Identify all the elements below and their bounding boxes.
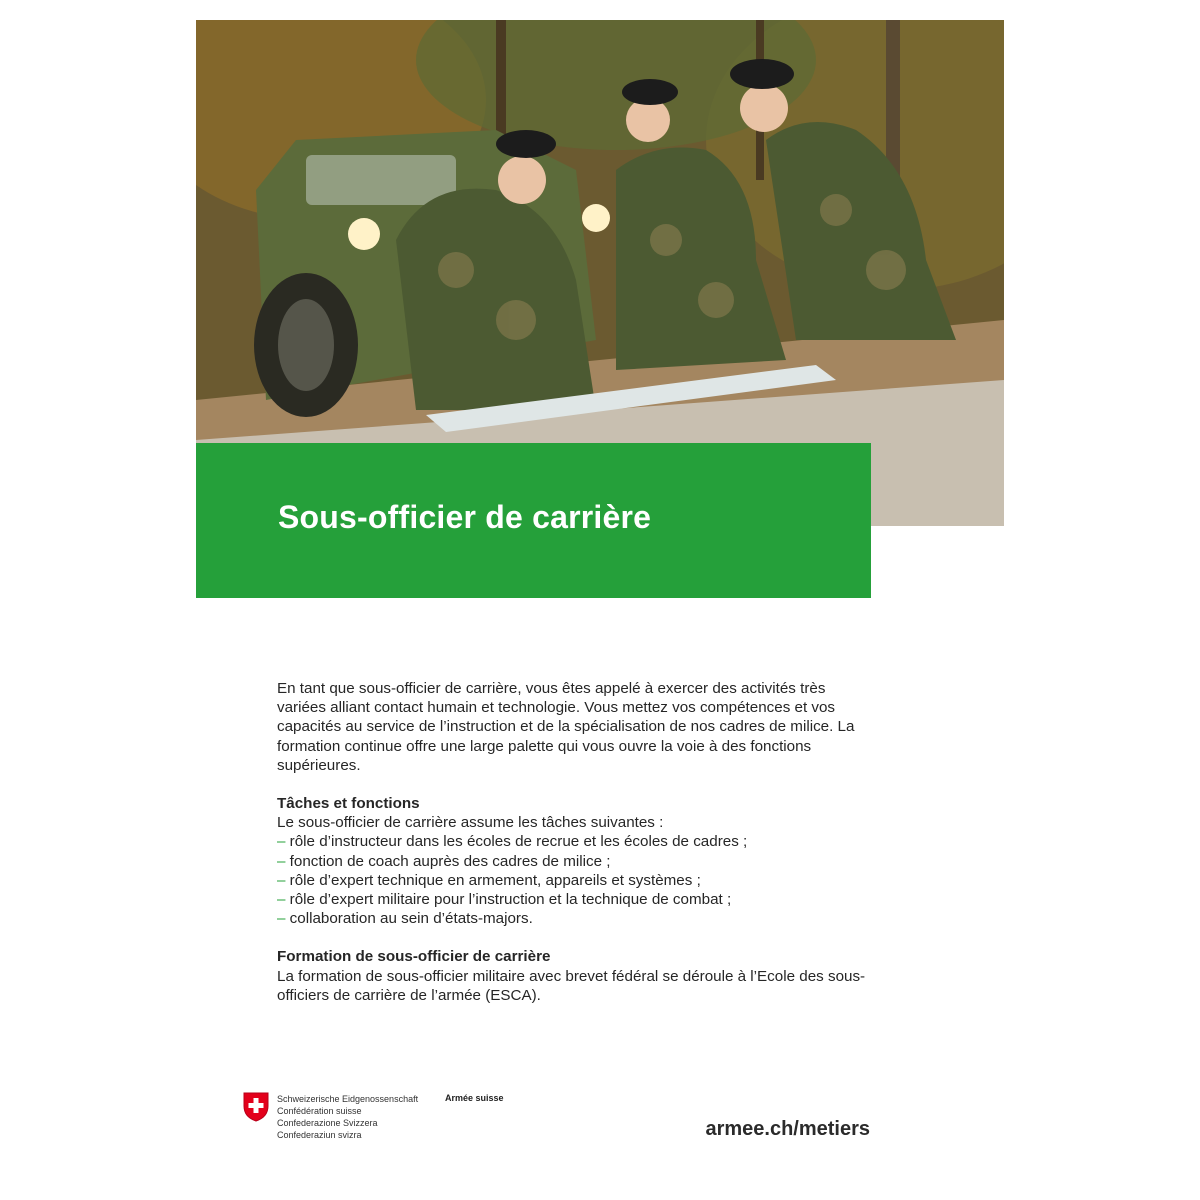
federation-names <box>277 1093 418 1141</box>
federation-name-de: Schweizerische Eidgenossenschaft <box>277 1094 419 1104</box>
federation-name-fr: Confédération suisse <box>277 1106 362 1116</box>
tasks-heading: Tâches et fonctions <box>277 795 420 813</box>
federation-name-rm: Confederaziun svizra <box>277 1130 362 1140</box>
list-item: – rôle d’instructeur dans les écoles de recrue et les écoles de cadres ; <box>277 833 748 851</box>
tasks-list <box>277 832 877 928</box>
website-url: armee.ch/metiers <box>705 1118 870 1140</box>
training-paragraph: La formation de sous-officier militaire avec brevet fédéral se déroule à l’Ecole des sous-officiers de carrière de l’armée (ESCA). <box>277 967 866 1004</box>
federation-name-it: Confederazione Svizzera <box>277 1118 378 1128</box>
intro-paragraph: En tant que sous-officier de carrière, vous êtes appelé à exercer des activités très variées alliant contact humain et technologie. Vous mettez vos compétences et vos capacités au service de l’instruction et de la spécialisation de nos cadres de milice. La formation continue offre une large palette qui vous ouvre la voie à des fonctions supérieures. <box>277 680 855 774</box>
list-item: – rôle d’expert militaire pour l’instruction et la technique de combat ; <box>277 891 732 909</box>
main-content <box>277 679 877 1005</box>
tasks-lead: Le sous-officier de carrière assume les tâches suivantes : <box>277 814 664 832</box>
training-heading: Formation de sous-officier de carrière <box>277 948 551 966</box>
department-name: Armée suisse <box>445 1093 504 1103</box>
list-item: – collaboration au sein d’états-majors. <box>277 910 533 928</box>
title-band <box>196 443 871 598</box>
list-item: – fonction de coach auprès des cadres de milice ; <box>277 852 611 870</box>
list-item: – rôle d’expert technique en armement, appareils et systèmes ; <box>277 871 701 889</box>
swiss-coat-of-arms-icon <box>243 1092 269 1127</box>
page-title: Sous-officier de carrière <box>278 499 652 535</box>
